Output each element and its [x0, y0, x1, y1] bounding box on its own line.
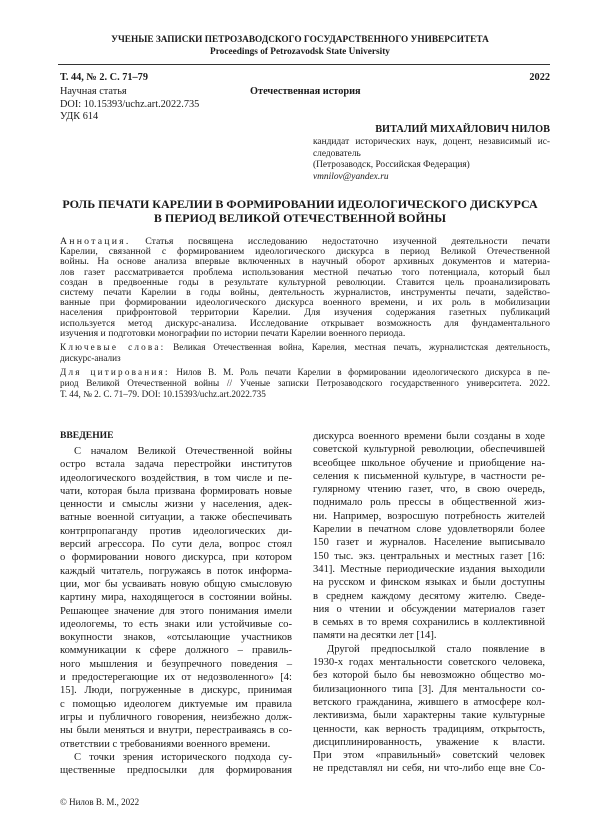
right-column [313, 430, 545, 776]
body-text-line: билизационного типа [3]. Для ментальности со- [313, 683, 545, 695]
affiliation-line: кандидат исторических наук, доцент, независимый ис- [313, 137, 550, 147]
body-text-line: При этом «правильный» советский человек [313, 750, 545, 762]
body-text-line: с помощью идеологем диктуемые им правила [60, 698, 292, 710]
body-text-line: ни. Например, возросшую потребность жителей [313, 510, 545, 522]
abstract [60, 237, 550, 339]
keywords-line: дискурс-анализ [60, 353, 121, 363]
keywords [60, 342, 550, 364]
body-text-line: 1930-х годах ментальности советского человека, [313, 657, 545, 669]
keywords-line: Великая Отечественная война, Карелия, местная печать, журналистская деятельность, [173, 342, 551, 352]
body-text-line: контрпропаганду против идеологических ди- [60, 525, 292, 537]
body-text-line: версий агрессора. По сути дела, вопрос стоял [60, 539, 292, 551]
body-text-line: на русском и финском языках и были доступны [313, 577, 545, 589]
body-text-line: Решающее значение для этого понимания имели [60, 605, 292, 617]
header-rule [58, 64, 550, 65]
abstract-line: населения прифронтовой территории Карелии. Для изучения содержания газетных публикаций [60, 307, 550, 319]
body-text-line: 150 газет и журналов. Население выписывало [313, 537, 545, 549]
body-text-line: и предостерегающие их от недозволенного» [4: [60, 672, 292, 684]
journal-title-en: Proceedings of Petrozavodsk State University [210, 47, 390, 57]
body-text-line: поднимало роль прессы в общественной жиз- [313, 497, 545, 509]
article-title-line: РОЛЬ ПЕЧАТИ КАРЕЛИИ В ФОРМИРОВАНИИ ИДЕОЛОГИЧЕСКОГО ДИСКУРСА [62, 197, 538, 211]
body-text-line: игры и публичного говорения, неизбежно долж- [60, 711, 292, 723]
abstract-line: Статья посвящена исследованию недостаточно изученной деятельности печати [145, 236, 551, 247]
abstract-line: используется метод дискурс-анализа. Исследование открывает возможность для фундаментального [60, 317, 550, 329]
keywords-label: Ключевые слова: [60, 342, 166, 352]
author-name: ВИТАЛИЙ МИХАЙЛОВИЧ НИЛОВ [375, 124, 550, 135]
body-text-line: коммуникации к сфере должного – правиль- [60, 645, 292, 657]
abstract-line: изучения и подготовки монографии по истории печати Карелии военного периода. [60, 327, 406, 339]
citation-label: Для цитирования: [60, 367, 170, 377]
body-text-line: ватные военной ситуации, а также обеспечивать [60, 512, 292, 524]
body-text-line: ветского гражданина, жившего в атмосфере кол- [313, 696, 545, 708]
body-text-line: остро встала задача перестройки институтов [60, 459, 292, 471]
body-text-line: каждый читатель, погружаясь в поток информа- [60, 565, 292, 577]
body-text-line: всеобщее школьное обучение и приобщение на- [313, 457, 545, 469]
body-text-line: Другой предпосылкой стало появление в [327, 643, 545, 655]
year: 2022 [529, 72, 550, 83]
citation-line: Т. 44, № 2. С. 71–79. DOI: 10.15393/uchz.art.2022.735 [60, 389, 266, 399]
citation-line: риод Великой Отечественной войны // Ученые записки Петрозаводского государственного университета. 2022. [60, 378, 550, 388]
body-text-line: советской культурной революции, обеспечившей [313, 444, 545, 456]
body-text-line: памяти на десятки лет [14]. [313, 630, 437, 642]
body-text-line: идеологического воздействия, в том числе и пе- [60, 472, 292, 484]
body-text-line: лективизма, были характерны такие культурные [313, 710, 545, 722]
body-text-line: Карелии в печатном слове удовлетворяли более [313, 524, 545, 536]
body-text-line: 150 тыс. экз. центральных и местных газет [16: [313, 550, 545, 562]
body-text-line: ответствии с требованиями военного времени. [60, 738, 271, 750]
affiliation-line: (Петрозаводск, Российская Федерация) [313, 160, 470, 171]
udk: УДК 614 [60, 111, 99, 122]
body-text-line: вокупности знаков, «отсылающие участников [60, 632, 292, 644]
body-text-line: без которой было бы невозможно общество мо- [313, 670, 545, 682]
body-text-line: в семьях в то время сохранились в коллективной [313, 617, 545, 629]
section: Отечественная история [250, 86, 361, 97]
author-email[interactable]: vmnilov@yandex.ru [313, 171, 389, 182]
body-text-line: идеологемы, то есть знаки или устойчивые со- [60, 618, 292, 630]
citation [60, 367, 550, 400]
abstract-label: Аннотация. [60, 236, 131, 247]
body-text-line: дисциплинированность, уважение к власти. [313, 736, 545, 748]
abstract-line: ванные при формировании идеологического дискурса военного времени, и их роль в мобилизации [60, 297, 550, 309]
author-affiliation [313, 137, 550, 183]
body-text-line: ны были меняться и внутри, перестраиваясь в со- [60, 725, 292, 737]
body-text-line: ния о чтении и обсуждении материалов газет [313, 603, 545, 615]
abstract-line: войны. На основе анализа впервые включенных в научный оборот архивных документов и материа- [60, 256, 550, 268]
body-text-line: ценности, как верность традициям, открытость, [313, 723, 545, 735]
body-text-line: о формировании нового дискурса, при котором [60, 552, 292, 564]
body-text-line: ного мышления и безупречного поведения – [60, 658, 292, 670]
body-text-line: щественные предпосылки для формирования [60, 765, 292, 777]
body-text-line: чати, которая была призвана формировать новые [60, 485, 292, 497]
volume-info: Т. 44, № 2. С. 71–79 [60, 72, 148, 83]
abstract-line: Карелии, связанной с формированием идеологического дискурса в период Великой Отечественной [60, 246, 550, 258]
body-text-line: ции, мог бы усваивать новую общую смысловую [60, 578, 292, 590]
copyright: © Нилов В. М., 2022 [60, 797, 140, 807]
body-text-line: ценности и смыслы жизни у населения, адек- [60, 499, 292, 511]
body-text-line: С точки зрения исторического подхода су- [74, 751, 292, 763]
body-text-line: не представлял ни себя, ни что-либо еще вне Со- [313, 763, 545, 775]
abstract-line: создан в предвоенные годы в результате культурной революции. Ставится цель проанализировать [60, 276, 550, 288]
body-text-line: С началом Великой Отечественной войны [74, 446, 292, 457]
body-text-line: 15]. Люди, погруженные в дискурс, принимая [60, 685, 292, 697]
body-text-line: гулярному чтению газет, что, в свою очередь, [313, 484, 545, 496]
affiliation-line: следователь [313, 148, 361, 159]
abstract-line: лов газет рассматривается проблема использования местной печатью того потенциала, который был [60, 266, 550, 278]
body-text-line: картину мира, находящегося в состоянии войны. [60, 592, 292, 604]
body-text-line: 341]. Местные периодические издания выходили [313, 563, 545, 575]
body-text-line: дискурса военного времени были созданы в ходе [313, 431, 545, 442]
citation-line: Нилов В. М. Роль печати Карелии в формировании идеологического дискурса в пе- [176, 367, 551, 377]
body-text-line: в среднем каждому десятому жителю. Сведе- [313, 590, 545, 602]
section-heading: ВВЕДЕНИЕ [60, 430, 114, 441]
article-title-line: В ПЕРИОД ВЕЛИКОЙ ОТЕЧЕСТВЕННОЙ ВОЙНЫ [153, 211, 447, 225]
journal-title-ru: УЧЕНЫЕ ЗАПИСКИ ПЕТРОЗАВОДСКОГО ГОСУДАРСТВЕННОГО УНИВЕРСИТЕТА [111, 35, 489, 45]
abstract-line: систему печати Карелии в годы войны, деятельность журналистов, инструменты печати, задейство- [60, 286, 550, 298]
body-text-line: селения к письменной культуре, в частности ре- [313, 470, 545, 482]
article-type: Научная статья [60, 86, 127, 97]
doi: DOI: 10.15393/uchz.art.2022.735 [60, 99, 200, 110]
left-column [60, 445, 292, 777]
